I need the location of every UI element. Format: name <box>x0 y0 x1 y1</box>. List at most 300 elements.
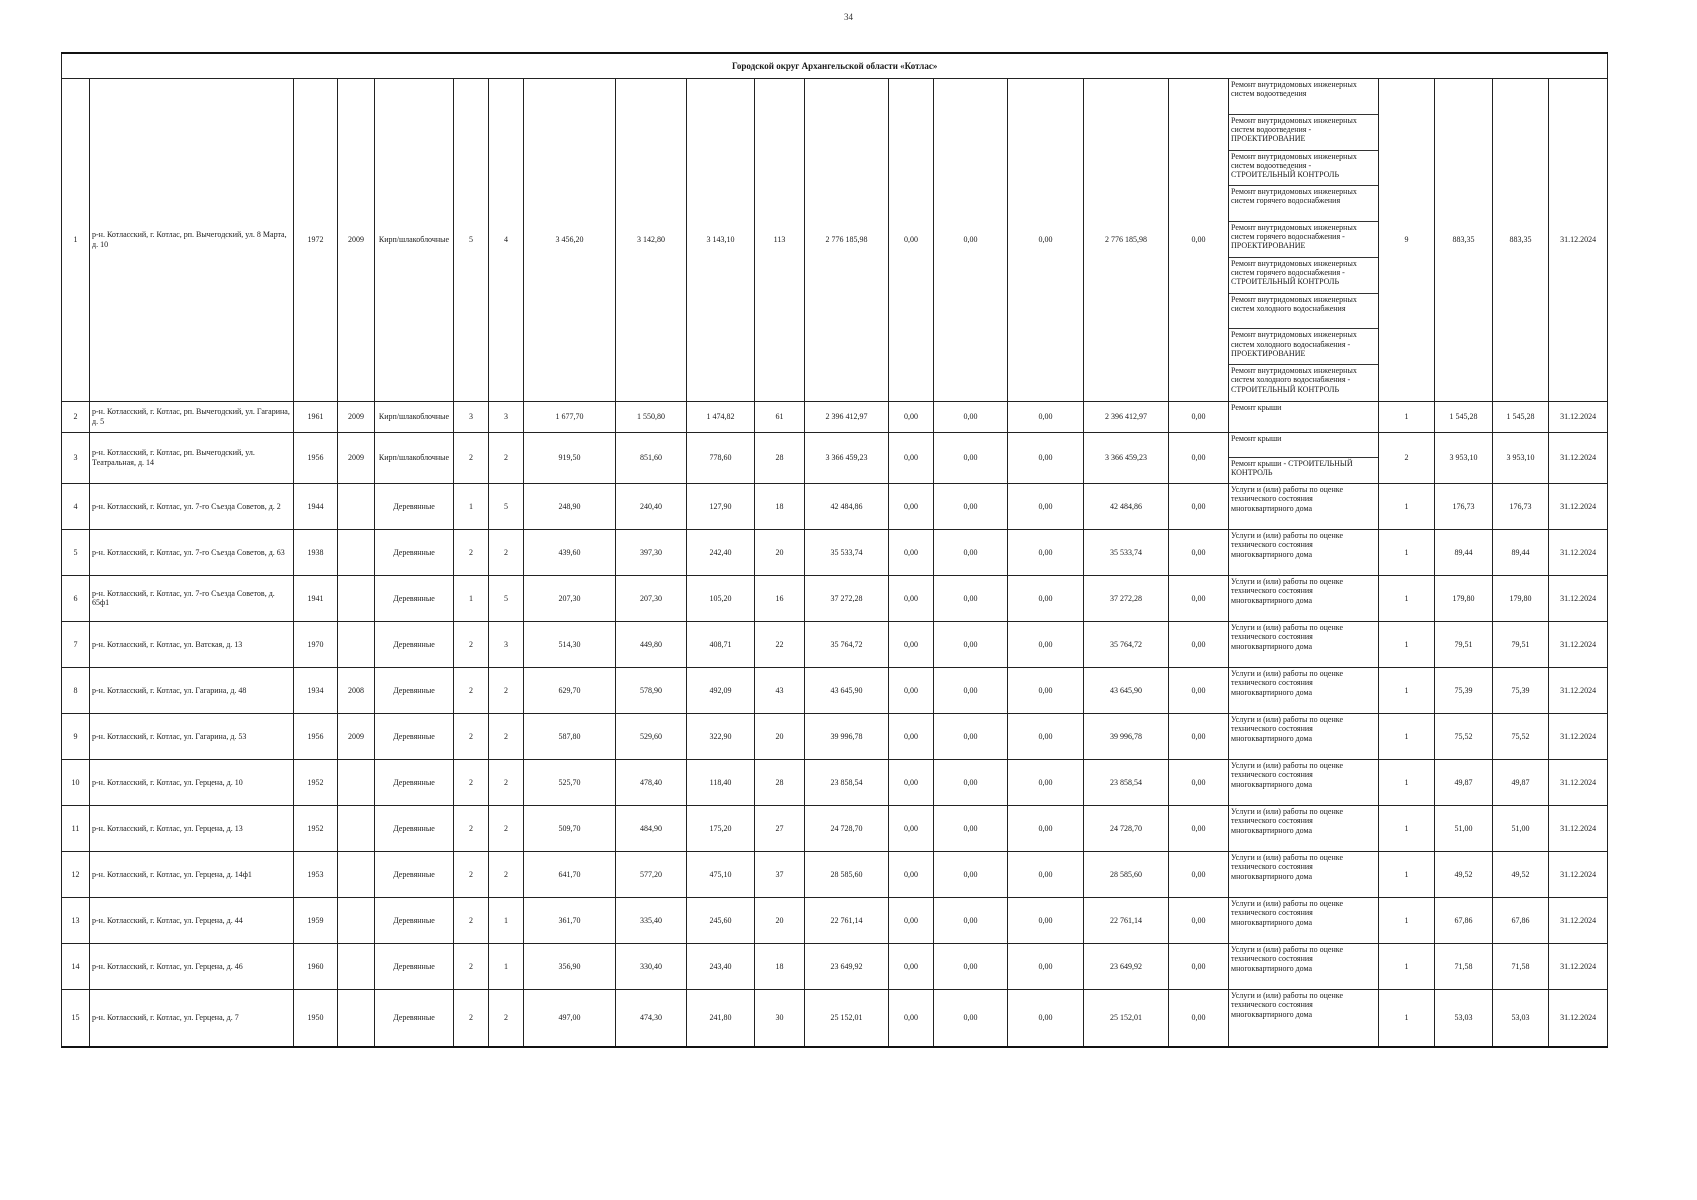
table-row <box>62 805 1608 851</box>
region-title: Городской округ Архангельской области «Котлас» <box>62 53 1608 79</box>
table-row <box>62 621 1608 667</box>
work-count-cell: 1 <box>1379 897 1435 943</box>
deadline-cell: 31.12.2024 <box>1549 713 1608 759</box>
work-item: Услуги и (или) работы по оценке технического состояния многоквартирного дома <box>1231 944 1343 974</box>
funding-owners-cell: 24 728,70 <box>1084 805 1169 851</box>
living-area-cell: 484,90 <box>616 805 687 851</box>
year-built-cell: 1944 <box>294 483 338 529</box>
year-overhaul-cell <box>338 805 375 851</box>
funding-municipal-cell: 0,00 <box>1008 667 1084 713</box>
total-cost-cell: 3 366 459,23 <box>805 432 889 483</box>
deadline-cell: 31.12.2024 <box>1549 805 1608 851</box>
unit-cost-max-cell: 67,86 <box>1493 897 1549 943</box>
deadline-cell: 31.12.2024 <box>1549 79 1608 402</box>
entrances-cell: 5 <box>489 483 524 529</box>
total-area-cell: 509,70 <box>524 805 616 851</box>
total-cost-cell: 43 645,90 <box>805 667 889 713</box>
funding-municipal-cell: 0,00 <box>1008 483 1084 529</box>
year-overhaul-cell <box>338 621 375 667</box>
residents-cell: 18 <box>755 943 805 989</box>
work-item: Услуги и (или) работы по оценке технического состояния многоквартирного дома <box>1231 714 1343 744</box>
deadline-cell: 31.12.2024 <box>1549 667 1608 713</box>
residents-cell: 16 <box>755 575 805 621</box>
unit-cost-cell: 89,44 <box>1435 529 1493 575</box>
funding-other-cell: 0,00 <box>1169 851 1229 897</box>
residents-cell: 20 <box>755 897 805 943</box>
funding-other-cell: 0,00 <box>1169 759 1229 805</box>
work-item: Услуги и (или) работы по оценке технического состояния многоквартирного дома <box>1231 852 1343 882</box>
living-area-cell: 335,40 <box>616 897 687 943</box>
total-cost-cell: 25 152,01 <box>805 989 889 1047</box>
funding-federal-cell: 0,00 <box>889 79 934 402</box>
floors-cell: 5 <box>454 79 489 402</box>
floors-cell: 1 <box>454 483 489 529</box>
funding-other-cell: 0,00 <box>1169 529 1229 575</box>
funding-regional-cell: 0,00 <box>934 851 1008 897</box>
year-overhaul-cell <box>338 943 375 989</box>
funding-federal-cell: 0,00 <box>889 989 934 1047</box>
funding-regional-cell: 0,00 <box>934 483 1008 529</box>
total-area-cell: 525,70 <box>524 759 616 805</box>
year-overhaul-cell <box>338 575 375 621</box>
unit-cost-max-cell: 75,39 <box>1493 667 1549 713</box>
total-cost-cell: 2 396 412,97 <box>805 401 889 432</box>
funding-owners-cell: 2 396 412,97 <box>1084 401 1169 432</box>
total-area-cell: 207,30 <box>524 575 616 621</box>
funding-municipal-cell: 0,00 <box>1008 851 1084 897</box>
funding-other-cell: 0,00 <box>1169 483 1229 529</box>
work-item: Услуги и (или) работы по оценке технического состояния многоквартирного дома <box>1231 576 1343 606</box>
wall-material-cell: Деревянные <box>375 575 454 621</box>
wall-material-cell: Деревянные <box>375 805 454 851</box>
funding-regional-cell: 0,00 <box>934 529 1008 575</box>
residential-area-cell: 492,09 <box>687 667 755 713</box>
living-area-cell: 449,80 <box>616 621 687 667</box>
unit-cost-cell: 1 545,28 <box>1435 401 1493 432</box>
row-number: 6 <box>62 575 90 621</box>
year-built-cell: 1950 <box>294 989 338 1047</box>
wall-material-cell: Деревянные <box>375 621 454 667</box>
funding-federal-cell: 0,00 <box>889 897 934 943</box>
work-item: Услуги и (или) работы по оценке технического состояния многоквартирного дома <box>1231 668 1343 698</box>
residential-area-cell: 408,71 <box>687 621 755 667</box>
residents-cell: 22 <box>755 621 805 667</box>
wall-material-cell: Деревянные <box>375 851 454 897</box>
row-number: 10 <box>62 759 90 805</box>
work-item: Ремонт крыши <box>1229 433 1378 458</box>
living-area-cell: 851,60 <box>616 432 687 483</box>
funding-federal-cell: 0,00 <box>889 529 934 575</box>
floors-cell: 2 <box>454 805 489 851</box>
residential-area-cell: 241,80 <box>687 989 755 1047</box>
funding-other-cell: 0,00 <box>1169 667 1229 713</box>
work-item: Услуги и (или) работы по оценке технического состояния многоквартирного дома <box>1231 990 1343 1020</box>
deadline-cell: 31.12.2024 <box>1549 432 1608 483</box>
total-cost-cell: 35 764,72 <box>805 621 889 667</box>
work-item: Услуги и (или) работы по оценке технического состояния многоквартирного дома <box>1231 760 1343 790</box>
residents-cell: 28 <box>755 759 805 805</box>
funding-owners-cell: 23 858,54 <box>1084 759 1169 805</box>
year-built-cell: 1961 <box>294 401 338 432</box>
total-area-cell: 629,70 <box>524 667 616 713</box>
year-built-cell: 1972 <box>294 79 338 402</box>
work-count-cell: 1 <box>1379 529 1435 575</box>
total-cost-cell: 42 484,86 <box>805 483 889 529</box>
funding-owners-cell: 42 484,86 <box>1084 483 1169 529</box>
year-overhaul-cell: 2008 <box>338 667 375 713</box>
living-area-cell: 397,30 <box>616 529 687 575</box>
table-row <box>62 79 1608 402</box>
residential-area-cell: 778,60 <box>687 432 755 483</box>
deadline-cell: 31.12.2024 <box>1549 575 1608 621</box>
deadline-cell: 31.12.2024 <box>1549 529 1608 575</box>
address-cell: р-н. Котласский, г. Котлас, ул. Герцена, д. 13 <box>90 805 294 851</box>
work-count-cell: 1 <box>1379 851 1435 897</box>
total-area-cell: 641,70 <box>524 851 616 897</box>
funding-owners-cell: 37 272,28 <box>1084 575 1169 621</box>
entrances-cell: 3 <box>489 401 524 432</box>
row-number: 13 <box>62 897 90 943</box>
floors-cell: 2 <box>454 759 489 805</box>
deadline-cell: 31.12.2024 <box>1549 943 1608 989</box>
funding-other-cell: 0,00 <box>1169 621 1229 667</box>
year-built-cell: 1938 <box>294 529 338 575</box>
unit-cost-max-cell: 176,73 <box>1493 483 1549 529</box>
row-number: 1 <box>62 79 90 402</box>
funding-other-cell: 0,00 <box>1169 432 1229 483</box>
work-item: Ремонт внутридомовых инженерных систем холодного водоснабжения - СТРОИТЕЛЬНЫЙ КОНТРОЛЬ <box>1231 366 1357 394</box>
deadline-cell: 31.12.2024 <box>1549 851 1608 897</box>
floors-cell: 3 <box>454 401 489 432</box>
works-cell <box>1229 621 1379 667</box>
row-number: 3 <box>62 432 90 483</box>
deadline-cell: 31.12.2024 <box>1549 401 1608 432</box>
work-item: Ремонт внутридомовых инженерных систем горячего водоснабжения <box>1229 186 1378 222</box>
deadline-cell: 31.12.2024 <box>1549 759 1608 805</box>
living-area-cell: 474,30 <box>616 989 687 1047</box>
works-cell <box>1229 805 1379 851</box>
year-built-cell: 1970 <box>294 621 338 667</box>
year-built-cell: 1952 <box>294 805 338 851</box>
entrances-cell: 4 <box>489 79 524 402</box>
total-cost-cell: 39 996,78 <box>805 713 889 759</box>
work-count-cell: 1 <box>1379 667 1435 713</box>
wall-material-cell: Деревянные <box>375 667 454 713</box>
funding-federal-cell: 0,00 <box>889 575 934 621</box>
floors-cell: 2 <box>454 667 489 713</box>
unit-cost-max-cell: 51,00 <box>1493 805 1549 851</box>
funding-federal-cell: 0,00 <box>889 621 934 667</box>
year-overhaul-cell: 2009 <box>338 432 375 483</box>
residential-area-cell: 3 143,10 <box>687 79 755 402</box>
row-number: 12 <box>62 851 90 897</box>
funding-municipal-cell: 0,00 <box>1008 989 1084 1047</box>
deadline-cell: 31.12.2024 <box>1549 483 1608 529</box>
unit-cost-cell: 53,03 <box>1435 989 1493 1047</box>
funding-owners-cell: 28 585,60 <box>1084 851 1169 897</box>
year-overhaul-cell: 2009 <box>338 401 375 432</box>
total-area-cell: 1 677,70 <box>524 401 616 432</box>
wall-material-cell: Кирп/шлакоблочные <box>375 432 454 483</box>
total-cost-cell: 23 858,54 <box>805 759 889 805</box>
entrances-cell: 2 <box>489 713 524 759</box>
floors-cell: 2 <box>454 851 489 897</box>
funding-municipal-cell: 0,00 <box>1008 79 1084 402</box>
table-row <box>62 483 1608 529</box>
work-count-cell: 1 <box>1379 401 1435 432</box>
floors-cell: 1 <box>454 575 489 621</box>
funding-municipal-cell: 0,00 <box>1008 943 1084 989</box>
works-cell <box>1229 989 1379 1047</box>
funding-municipal-cell: 0,00 <box>1008 529 1084 575</box>
address-cell: р-н. Котласский, г. Котлас, ул. 7-го Съезда Советов, д. 63 <box>90 529 294 575</box>
living-area-cell: 240,40 <box>616 483 687 529</box>
year-built-cell: 1956 <box>294 432 338 483</box>
residents-cell: 61 <box>755 401 805 432</box>
wall-material-cell: Кирп/шлакоблочные <box>375 401 454 432</box>
funding-other-cell: 0,00 <box>1169 897 1229 943</box>
total-cost-cell: 24 728,70 <box>805 805 889 851</box>
unit-cost-max-cell: 1 545,28 <box>1493 401 1549 432</box>
residents-cell: 28 <box>755 432 805 483</box>
living-area-cell: 330,40 <box>616 943 687 989</box>
entrances-cell: 2 <box>489 851 524 897</box>
entrances-cell: 2 <box>489 759 524 805</box>
work-item: Услуги и (или) работы по оценке технического состояния многоквартирного дома <box>1231 622 1343 652</box>
funding-regional-cell: 0,00 <box>934 759 1008 805</box>
work-item: Ремонт внутридомовых инженерных систем водоотведения - СТРОИТЕЛЬНЫЙ КОНТРОЛЬ <box>1229 151 1378 187</box>
total-cost-cell: 28 585,60 <box>805 851 889 897</box>
address-cell: р-н. Котласский, г. Котлас, рп. Вычегодский, ул. Театральная, д. 14 <box>90 432 294 483</box>
residential-area-cell: 1 474,82 <box>687 401 755 432</box>
funding-municipal-cell: 0,00 <box>1008 575 1084 621</box>
funding-other-cell: 0,00 <box>1169 401 1229 432</box>
year-built-cell: 1956 <box>294 713 338 759</box>
year-overhaul-cell: 2009 <box>338 713 375 759</box>
funding-federal-cell: 0,00 <box>889 759 934 805</box>
residential-area-cell: 242,40 <box>687 529 755 575</box>
residential-area-cell: 322,90 <box>687 713 755 759</box>
unit-cost-max-cell: 883,35 <box>1493 79 1549 402</box>
funding-regional-cell: 0,00 <box>934 401 1008 432</box>
unit-cost-max-cell: 53,03 <box>1493 989 1549 1047</box>
floors-cell: 2 <box>454 943 489 989</box>
table-row <box>62 432 1608 483</box>
table-row <box>62 667 1608 713</box>
entrances-cell: 2 <box>489 432 524 483</box>
funding-federal-cell: 0,00 <box>889 851 934 897</box>
floors-cell: 2 <box>454 713 489 759</box>
work-item: Ремонт внутридомовых инженерных систем водоотведения - ПРОЕКТИРОВАНИЕ <box>1229 115 1378 151</box>
unit-cost-max-cell: 49,52 <box>1493 851 1549 897</box>
works-cell <box>1229 851 1379 897</box>
address-cell: р-н. Котласский, г. Котлас, ул. Герцена, д. 7 <box>90 989 294 1047</box>
address-cell: р-н. Котласский, г. Котлас, ул. Гагарина, д. 53 <box>90 713 294 759</box>
residents-cell: 30 <box>755 989 805 1047</box>
total-area-cell: 439,60 <box>524 529 616 575</box>
total-area-cell: 919,50 <box>524 432 616 483</box>
residents-cell: 20 <box>755 529 805 575</box>
table-row <box>62 529 1608 575</box>
floors-cell: 2 <box>454 621 489 667</box>
floors-cell: 2 <box>454 989 489 1047</box>
unit-cost-cell: 71,58 <box>1435 943 1493 989</box>
address-cell: р-н. Котласский, г. Котлас, рп. Вычегодский, ул. Гагарина, д. 5 <box>90 401 294 432</box>
table-row <box>62 851 1608 897</box>
page-number: 34 <box>844 12 853 22</box>
residential-area-cell: 127,90 <box>687 483 755 529</box>
entrances-cell: 3 <box>489 621 524 667</box>
table-row <box>62 989 1608 1047</box>
funding-federal-cell: 0,00 <box>889 432 934 483</box>
year-built-cell: 1959 <box>294 897 338 943</box>
address-cell: р-н. Котласский, г. Котлас, ул. Гагарина, д. 48 <box>90 667 294 713</box>
wall-material-cell: Деревянные <box>375 529 454 575</box>
wall-material-cell: Деревянные <box>375 713 454 759</box>
funding-municipal-cell: 0,00 <box>1008 432 1084 483</box>
entrances-cell: 2 <box>489 805 524 851</box>
funding-other-cell: 0,00 <box>1169 989 1229 1047</box>
funding-owners-cell: 23 649,92 <box>1084 943 1169 989</box>
work-count-cell: 1 <box>1379 575 1435 621</box>
work-count-cell: 9 <box>1379 79 1435 402</box>
unit-cost-max-cell: 49,87 <box>1493 759 1549 805</box>
address-cell: р-н. Котласский, г. Котлас, ул. Герцена, д. 14ф1 <box>90 851 294 897</box>
funding-regional-cell: 0,00 <box>934 897 1008 943</box>
total-cost-cell: 23 649,92 <box>805 943 889 989</box>
year-built-cell: 1952 <box>294 759 338 805</box>
unit-cost-cell: 3 953,10 <box>1435 432 1493 483</box>
total-area-cell: 361,70 <box>524 897 616 943</box>
works-cell <box>1229 667 1379 713</box>
row-number: 9 <box>62 713 90 759</box>
work-item: Услуги и (или) работы по оценке технического состояния многоквартирного дома <box>1231 484 1343 514</box>
work-count-cell: 1 <box>1379 805 1435 851</box>
works-cell <box>1229 943 1379 989</box>
total-area-cell: 248,90 <box>524 483 616 529</box>
work-item: Услуги и (или) работы по оценке технического состояния многоквартирного дома <box>1231 806 1343 836</box>
living-area-cell: 578,90 <box>616 667 687 713</box>
year-overhaul-cell <box>338 759 375 805</box>
year-built-cell: 1960 <box>294 943 338 989</box>
works-cell <box>1229 529 1379 575</box>
funding-other-cell: 0,00 <box>1169 713 1229 759</box>
total-area-cell: 587,80 <box>524 713 616 759</box>
works-cell <box>1229 432 1379 483</box>
residents-cell: 37 <box>755 851 805 897</box>
funding-owners-cell: 3 366 459,23 <box>1084 432 1169 483</box>
work-item: Ремонт внутридомовых инженерных систем холодного водоснабжения <box>1229 294 1378 330</box>
funding-federal-cell: 0,00 <box>889 483 934 529</box>
floors-cell: 2 <box>454 529 489 575</box>
living-area-cell: 1 550,80 <box>616 401 687 432</box>
funding-municipal-cell: 0,00 <box>1008 621 1084 667</box>
table-row <box>62 943 1608 989</box>
row-number: 2 <box>62 401 90 432</box>
unit-cost-cell: 49,87 <box>1435 759 1493 805</box>
funding-regional-cell: 0,00 <box>934 667 1008 713</box>
year-overhaul-cell <box>338 483 375 529</box>
funding-owners-cell: 35 764,72 <box>1084 621 1169 667</box>
work-item: Ремонт внутридомовых инженерных систем горячего водоснабжения - ПРОЕКТИРОВАНИЕ <box>1229 222 1378 258</box>
table-row <box>62 575 1608 621</box>
funding-federal-cell: 0,00 <box>889 805 934 851</box>
unit-cost-cell: 67,86 <box>1435 897 1493 943</box>
unit-cost-max-cell: 71,58 <box>1493 943 1549 989</box>
works-cell <box>1229 483 1379 529</box>
wall-material-cell: Деревянные <box>375 989 454 1047</box>
table-row <box>62 897 1608 943</box>
works-cell <box>1229 401 1379 432</box>
unit-cost-max-cell: 89,44 <box>1493 529 1549 575</box>
funding-owners-cell: 39 996,78 <box>1084 713 1169 759</box>
work-item: Ремонт крыши <box>1231 402 1282 412</box>
unit-cost-cell: 79,51 <box>1435 621 1493 667</box>
funding-owners-cell: 2 776 185,98 <box>1084 79 1169 402</box>
address-cell: р-н. Котласский, г. Котлас, ул. Герцена, д. 10 <box>90 759 294 805</box>
address-cell: р-н. Котласский, г. Котлас, ул. Герцена, д. 46 <box>90 943 294 989</box>
total-cost-cell: 2 776 185,98 <box>805 79 889 402</box>
works-cell <box>1229 759 1379 805</box>
data-table <box>61 52 1608 1048</box>
address-cell: р-н. Котласский, г. Котлас, ул. 7-го Съезда Советов, д. 65ф1 <box>90 575 294 621</box>
work-item: Услуги и (или) работы по оценке технического состояния многоквартирного дома <box>1231 530 1343 560</box>
funding-other-cell: 0,00 <box>1169 79 1229 402</box>
works-cell <box>1229 575 1379 621</box>
living-area-cell: 577,20 <box>616 851 687 897</box>
region-header-row <box>62 53 1608 79</box>
year-overhaul-cell <box>338 989 375 1047</box>
deadline-cell: 31.12.2024 <box>1549 989 1608 1047</box>
residential-area-cell: 105,20 <box>687 575 755 621</box>
funding-other-cell: 0,00 <box>1169 943 1229 989</box>
funding-federal-cell: 0,00 <box>889 667 934 713</box>
table-row <box>62 401 1608 432</box>
residents-cell: 43 <box>755 667 805 713</box>
funding-municipal-cell: 0,00 <box>1008 805 1084 851</box>
total-area-cell: 497,00 <box>524 989 616 1047</box>
work-count-cell: 1 <box>1379 759 1435 805</box>
funding-regional-cell: 0,00 <box>934 989 1008 1047</box>
works-cell <box>1229 79 1379 402</box>
floors-cell: 2 <box>454 897 489 943</box>
entrances-cell: 5 <box>489 575 524 621</box>
entrances-cell: 2 <box>489 989 524 1047</box>
deadline-cell: 31.12.2024 <box>1549 897 1608 943</box>
row-number: 8 <box>62 667 90 713</box>
funding-municipal-cell: 0,00 <box>1008 401 1084 432</box>
residents-cell: 18 <box>755 483 805 529</box>
wall-material-cell: Деревянные <box>375 483 454 529</box>
funding-federal-cell: 0,00 <box>889 943 934 989</box>
year-built-cell: 1953 <box>294 851 338 897</box>
address-cell: р-н. Котласский, г. Котлас, ул. Герцена, д. 44 <box>90 897 294 943</box>
funding-municipal-cell: 0,00 <box>1008 897 1084 943</box>
entrances-cell: 2 <box>489 667 524 713</box>
funding-regional-cell: 0,00 <box>934 805 1008 851</box>
unit-cost-max-cell: 179,80 <box>1493 575 1549 621</box>
total-area-cell: 514,30 <box>524 621 616 667</box>
address-cell: р-н. Котласский, г. Котлас, ул. Ватская, д. 13 <box>90 621 294 667</box>
funding-regional-cell: 0,00 <box>934 432 1008 483</box>
year-overhaul-cell <box>338 529 375 575</box>
work-count-cell: 1 <box>1379 621 1435 667</box>
year-built-cell: 1941 <box>294 575 338 621</box>
unit-cost-cell: 75,52 <box>1435 713 1493 759</box>
work-item: Ремонт внутридомовых инженерных систем холодного водоснабжения - ПРОЕКТИРОВАНИЕ <box>1229 329 1378 365</box>
living-area-cell: 529,60 <box>616 713 687 759</box>
work-count-cell: 1 <box>1379 943 1435 989</box>
